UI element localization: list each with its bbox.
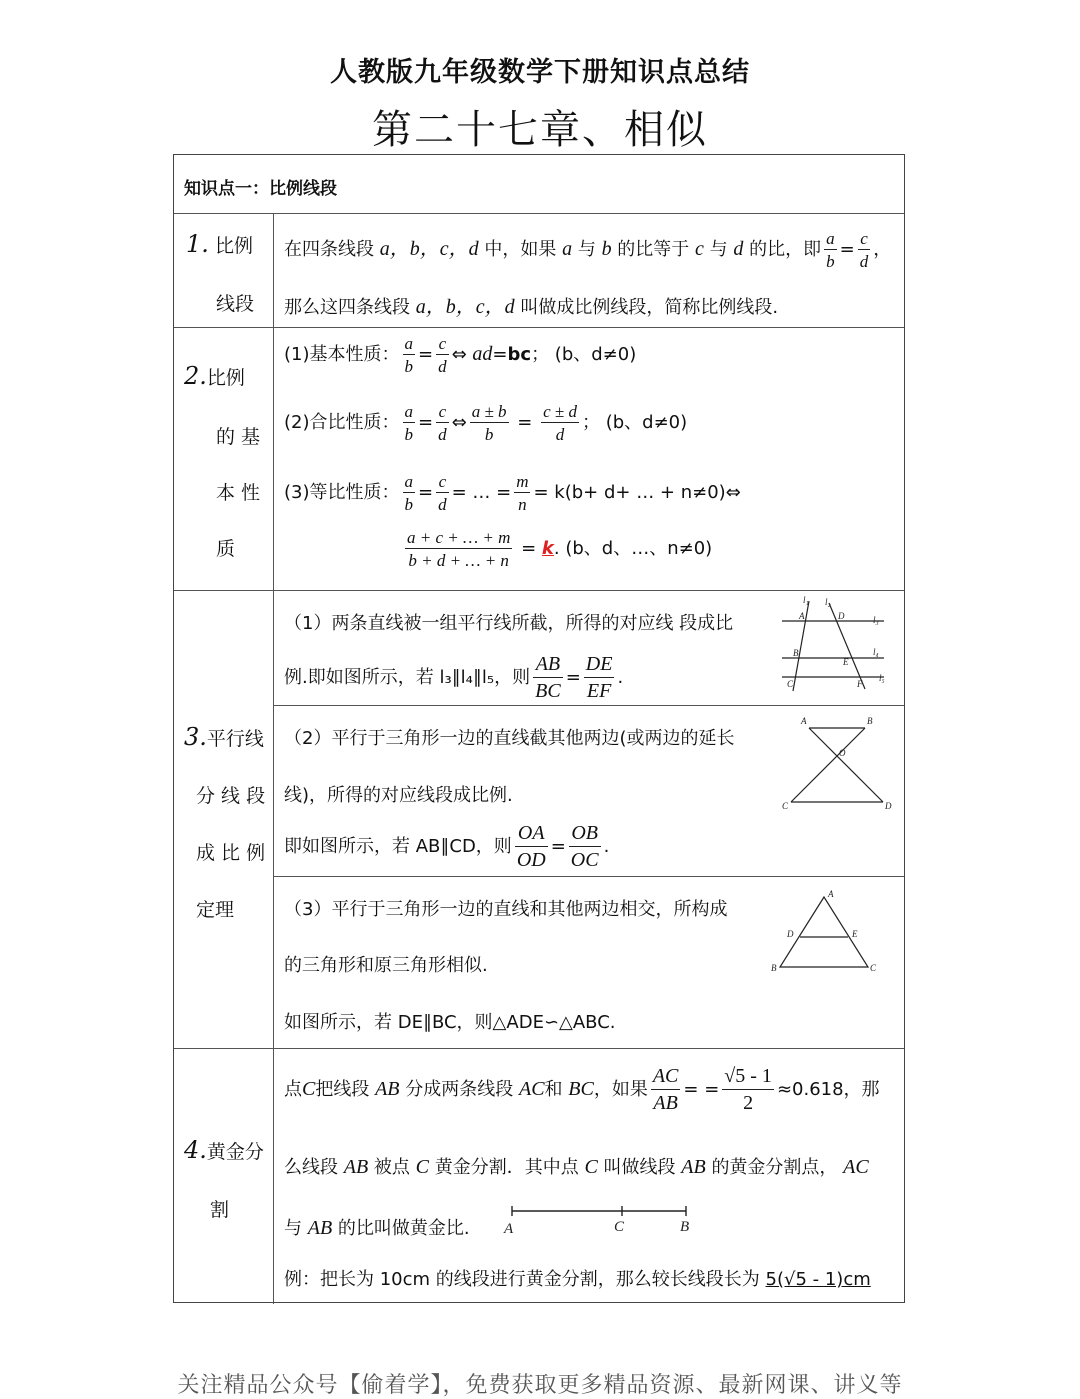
fig1-label-A: A (799, 611, 805, 621)
fig2-label-O: O (839, 748, 846, 758)
fraction-AB-BC: $\frac{AB}{BC}$ (535, 653, 561, 702)
fig1-label-l4: l₄ (873, 647, 879, 657)
property-equal-ratio-result: $\frac{a + c + \dots + m}{b + d + \dots + n}$ = k. (b、d、…、n≠0) (407, 528, 713, 570)
row-basic-properties (174, 327, 904, 590)
section-header-row (174, 155, 904, 213)
fraction-AC-AB: $\frac{AC}{AB}$ (652, 1065, 679, 1114)
row3-label-c: 成 比 例 (196, 842, 266, 864)
row1-label: 1. 比例 (186, 230, 253, 258)
row3-label: 3.平行线 (184, 723, 264, 751)
fig1-label-D: D (838, 611, 845, 621)
property-equal-ratio: (3)等比性质： $\frac{a}{b}$ = $\frac{c}{d}$ = … = $\frac{m}{n}$ = k(b+ d+ … + n≠0)⇔ (284, 472, 741, 514)
knowledge-table (173, 154, 905, 1303)
fig1-label-l5: l₅ (879, 673, 885, 683)
row2-label-cell (174, 328, 274, 590)
fraction-c-d: $\frac{c}{d}$ (438, 334, 447, 376)
fraction-a-b: $\frac{a}{b}$ (826, 229, 835, 271)
seg-label-B: B (680, 1219, 690, 1235)
fraction-apb-b: $\frac{a \pm b}{b}$ (471, 402, 507, 444)
fraction-cpd-d: $\frac{c \pm d}{d}$ (543, 402, 577, 444)
footer-promo: 关注精品公众号【偷着学】，免费获取更多精品资源、最新网课、讲义等 (177, 1373, 903, 1398)
row2-label-d: 质 (216, 538, 236, 560)
fraction-c-d: $\frac{c}{d}$ (438, 402, 447, 444)
fraction-sum: $\frac{a + c + \dots + m}{b + d + \dots + n}$ (407, 528, 511, 570)
row2-label: 2.比例 (184, 362, 245, 390)
golden-line2: 么线段 AB 被点 C 黄金分割．其中点 C 叫做线段 AB 的黄金分割点， AC (284, 1156, 869, 1178)
fig3-label-B: B (771, 963, 777, 973)
row2-label-c: 本 性 (216, 482, 261, 504)
golden-segment-figure (504, 1201, 694, 1235)
row-golden-section (174, 1048, 904, 1304)
parallel-lines-figure (779, 597, 891, 693)
seg-label-C: C (614, 1219, 625, 1235)
row3-label-d: 定理 (196, 899, 235, 921)
fig2-label-B: B (867, 716, 873, 726)
row1-label-b: 线段 (216, 293, 255, 315)
fig2-label-D: D (885, 801, 892, 811)
fig1-label-l1: l₁ (803, 595, 809, 605)
golden-line3: 与 AB 的比叫做黄金比. (284, 1217, 470, 1239)
hourglass-figure (779, 716, 891, 812)
fig1-label-B: B (793, 648, 799, 658)
theorem3-line1: （3）平行于三角形一边的直线和其他两边相交，所构成 (284, 899, 728, 920)
theorem-sub-1 (274, 591, 904, 705)
row1-definition-line2: 那么这四条线段 a，b，c，d 叫做成比例线段，简称比例线段. (284, 296, 779, 318)
theorem3-line2: 的三角形和原三角形相似. (284, 955, 488, 976)
fig3-label-A: A (828, 889, 834, 899)
fig3-label-C: C (870, 963, 877, 973)
row1-label-cell (174, 214, 274, 327)
fraction-a-b: $\frac{a}{b}$ (404, 472, 413, 514)
fraction-c-d: $\frac{c}{d}$ (859, 229, 869, 271)
fraction-a-b: $\frac{a}{b}$ (404, 402, 413, 444)
row3-label-cell (174, 591, 274, 1048)
golden-example: 例：把长为 10cm 的线段进行黄金分割，那么较长线段长为 5(√5 - 1)cm (284, 1269, 871, 1290)
fig2-label-A: A (801, 716, 807, 726)
fig1-label-l2: l₂ (825, 597, 831, 607)
theorem2-line2: 线)，所得的对应线段成比例. (284, 785, 513, 806)
chapter-title: 第二十七章、相似 (372, 107, 708, 153)
fig1-label-E: E (843, 657, 849, 667)
row2-label-b: 的 基 (216, 426, 261, 448)
fraction-m-n: $\frac{m}{n}$ (516, 472, 529, 514)
row1-definition-line1: 在四条线段 a，b，c，d 中，如果 a 与 b 的比等于 c 与 d 的比，即 $\frac{a}{b}$ = $\frac{c}{d}$ ， (284, 229, 892, 271)
theorem1-line1: （1）两条直线被一组平行线所截，所得的对应线 段成比 (284, 613, 734, 634)
fraction-a-b: $\frac{a}{b}$ (404, 334, 413, 376)
fig3-label-D: D (787, 929, 794, 939)
theorem-sub-3 (274, 876, 904, 1049)
fraction-OA-OD: $\frac{OA}{OD}$ (516, 822, 546, 871)
theorem2-line1: （2）平行于三角形一边的直线截其他两边(或两边的延长 (284, 728, 735, 749)
property-basic: (1)基本性质： $\frac{a}{b}$ = $\frac{c}{d}$ ⇔ ad=bc； (b、d≠0) (284, 334, 637, 376)
property-composition: (2)合比性质： $\frac{a}{b}$ = $\frac{c}{d}$ ⇔ $\frac{a \pm b}{b}$ = $\frac{c \pm d}{d}$ ； (b、d≠0) (284, 402, 688, 444)
theorem-sub-2 (274, 705, 904, 876)
row4-label-b: 割 (210, 1199, 230, 1221)
theorem2-line3: 即如图所示，若 AB∥CD，则 $\frac{OA}{OD}$ = $\frac{OB}{OC}$ . (284, 822, 610, 871)
fig1-label-F: F (857, 679, 863, 689)
row3-label-b: 分 线 段 (196, 785, 266, 807)
page-title: 人教版九年级数学下册知识点总结 (330, 57, 750, 88)
fraction-DE-EF: $\frac{DE}{EF}$ (585, 653, 613, 702)
fig3-label-E: E (852, 929, 858, 939)
row4-label: 4.黄金分 (184, 1136, 264, 1164)
golden-line1: 点C把线段 AB 分成两条线段 AC和 BC，如果 $\frac{AC}{AB}$ = = $\frac{√5 - 1}{2}$ ≈0.618，那 (284, 1065, 880, 1114)
theorem3-line3: 如图所示，若 DE∥BC，则△ADE∽△ABC. (284, 1012, 616, 1033)
fraction-golden-ratio: $\frac{√5 - 1}{2}$ (724, 1065, 772, 1114)
row-proportional-segments (174, 213, 904, 327)
section-heading: 知识点一：比例线段 (184, 179, 337, 199)
fig1-label-l3: l₃ (873, 615, 879, 625)
theorem1-line2: 例.即如图所示，若 l₃∥l₄∥l₅，则 $\frac{AB}{BC}$ = $\frac{DE}{EF}$ . (284, 653, 624, 702)
similar-triangle-figure (768, 889, 880, 973)
row4-label-cell (174, 1049, 274, 1304)
seg-label-A: A (504, 1221, 514, 1237)
fraction-OB-OC: $\frac{OB}{OC}$ (570, 822, 599, 871)
fig2-label-C: C (782, 801, 789, 811)
golden-example-answer: 5(√5 - 1)cm (765, 1269, 871, 1290)
row-parallel-lines-theorem (174, 590, 904, 1048)
fig1-label-C: C (787, 679, 794, 689)
fraction-c-d: $\frac{c}{d}$ (438, 472, 447, 514)
